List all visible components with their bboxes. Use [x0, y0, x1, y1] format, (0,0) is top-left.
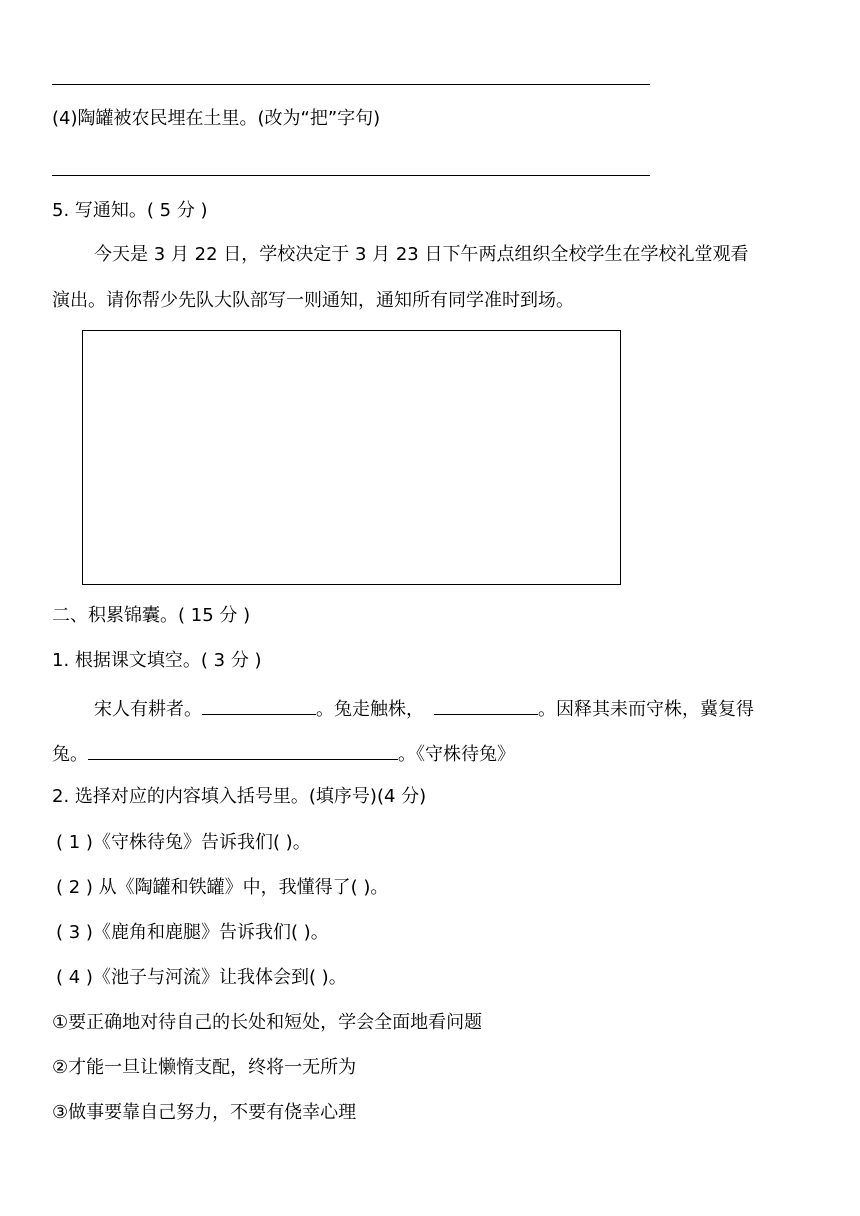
notice-writing-box[interactable] — [82, 330, 621, 585]
fill-text-2: 。兔走触株， — [316, 699, 424, 720]
question-5-paragraph-line-2: 演出。请你帮少先队大队部写一则通知，通知所有同学准时到场。 — [52, 290, 574, 311]
fill-text-5: 。《守株待兔》 — [398, 744, 515, 765]
option-2: ②才能一旦让懒惰支配，终将一无所为 — [52, 1057, 357, 1078]
choose-item-3: ( 3 )《鹿角和鹿腿》告诉我们( )。 — [56, 922, 329, 943]
answer-line-top — [52, 84, 650, 85]
blank-1[interactable] — [202, 696, 316, 715]
option-1: ①要正确地对待自己的长处和短处，学会全面地看问题 — [52, 1012, 483, 1033]
fill-blank-line-2 — [52, 741, 515, 766]
choose-item-1: ( 1 )《守株待兔》告诉我们( )。 — [56, 832, 311, 853]
fill-text-1: 宋人有耕者。 — [94, 699, 202, 720]
blank-3[interactable] — [88, 741, 398, 760]
choose-item-2: ( 2 ) 从《陶罐和铁罐》中，我懂得了( )。 — [56, 877, 389, 898]
answer-line-q4[interactable] — [52, 175, 650, 176]
fill-text-4: 兔。 — [52, 744, 88, 765]
question-5-paragraph-line-1: 今天是 3 月 22 日，学校决定于 3 月 23 日下午两点组织全校学生在学校礼堂观看 — [94, 244, 749, 265]
section-2-heading: 二、积累锦囊。( 15 分 ) — [52, 605, 251, 626]
choose-heading: 2. 选择对应的内容填入括号里。(填序号)(4 分) — [52, 786, 427, 807]
choose-item-4: ( 4 )《池子与河流》让我体会到( )。 — [56, 967, 347, 988]
question-5-heading: 5. 写通知。( 5 分 ) — [52, 200, 208, 221]
fill-blank-line-1 — [94, 696, 754, 721]
fill-text-3: 。因释其耒而守株，冀复得 — [538, 699, 754, 720]
option-3: ③做事要靠自己努力，不要有侥幸心理 — [52, 1102, 357, 1123]
fill-blank-heading: 1. 根据课文填空。( 3 分 ) — [52, 650, 262, 671]
blank-2[interactable] — [434, 696, 538, 715]
question-4-label: (4)陶罐被农民埋在土里。(改为“把”字句) — [52, 108, 381, 129]
